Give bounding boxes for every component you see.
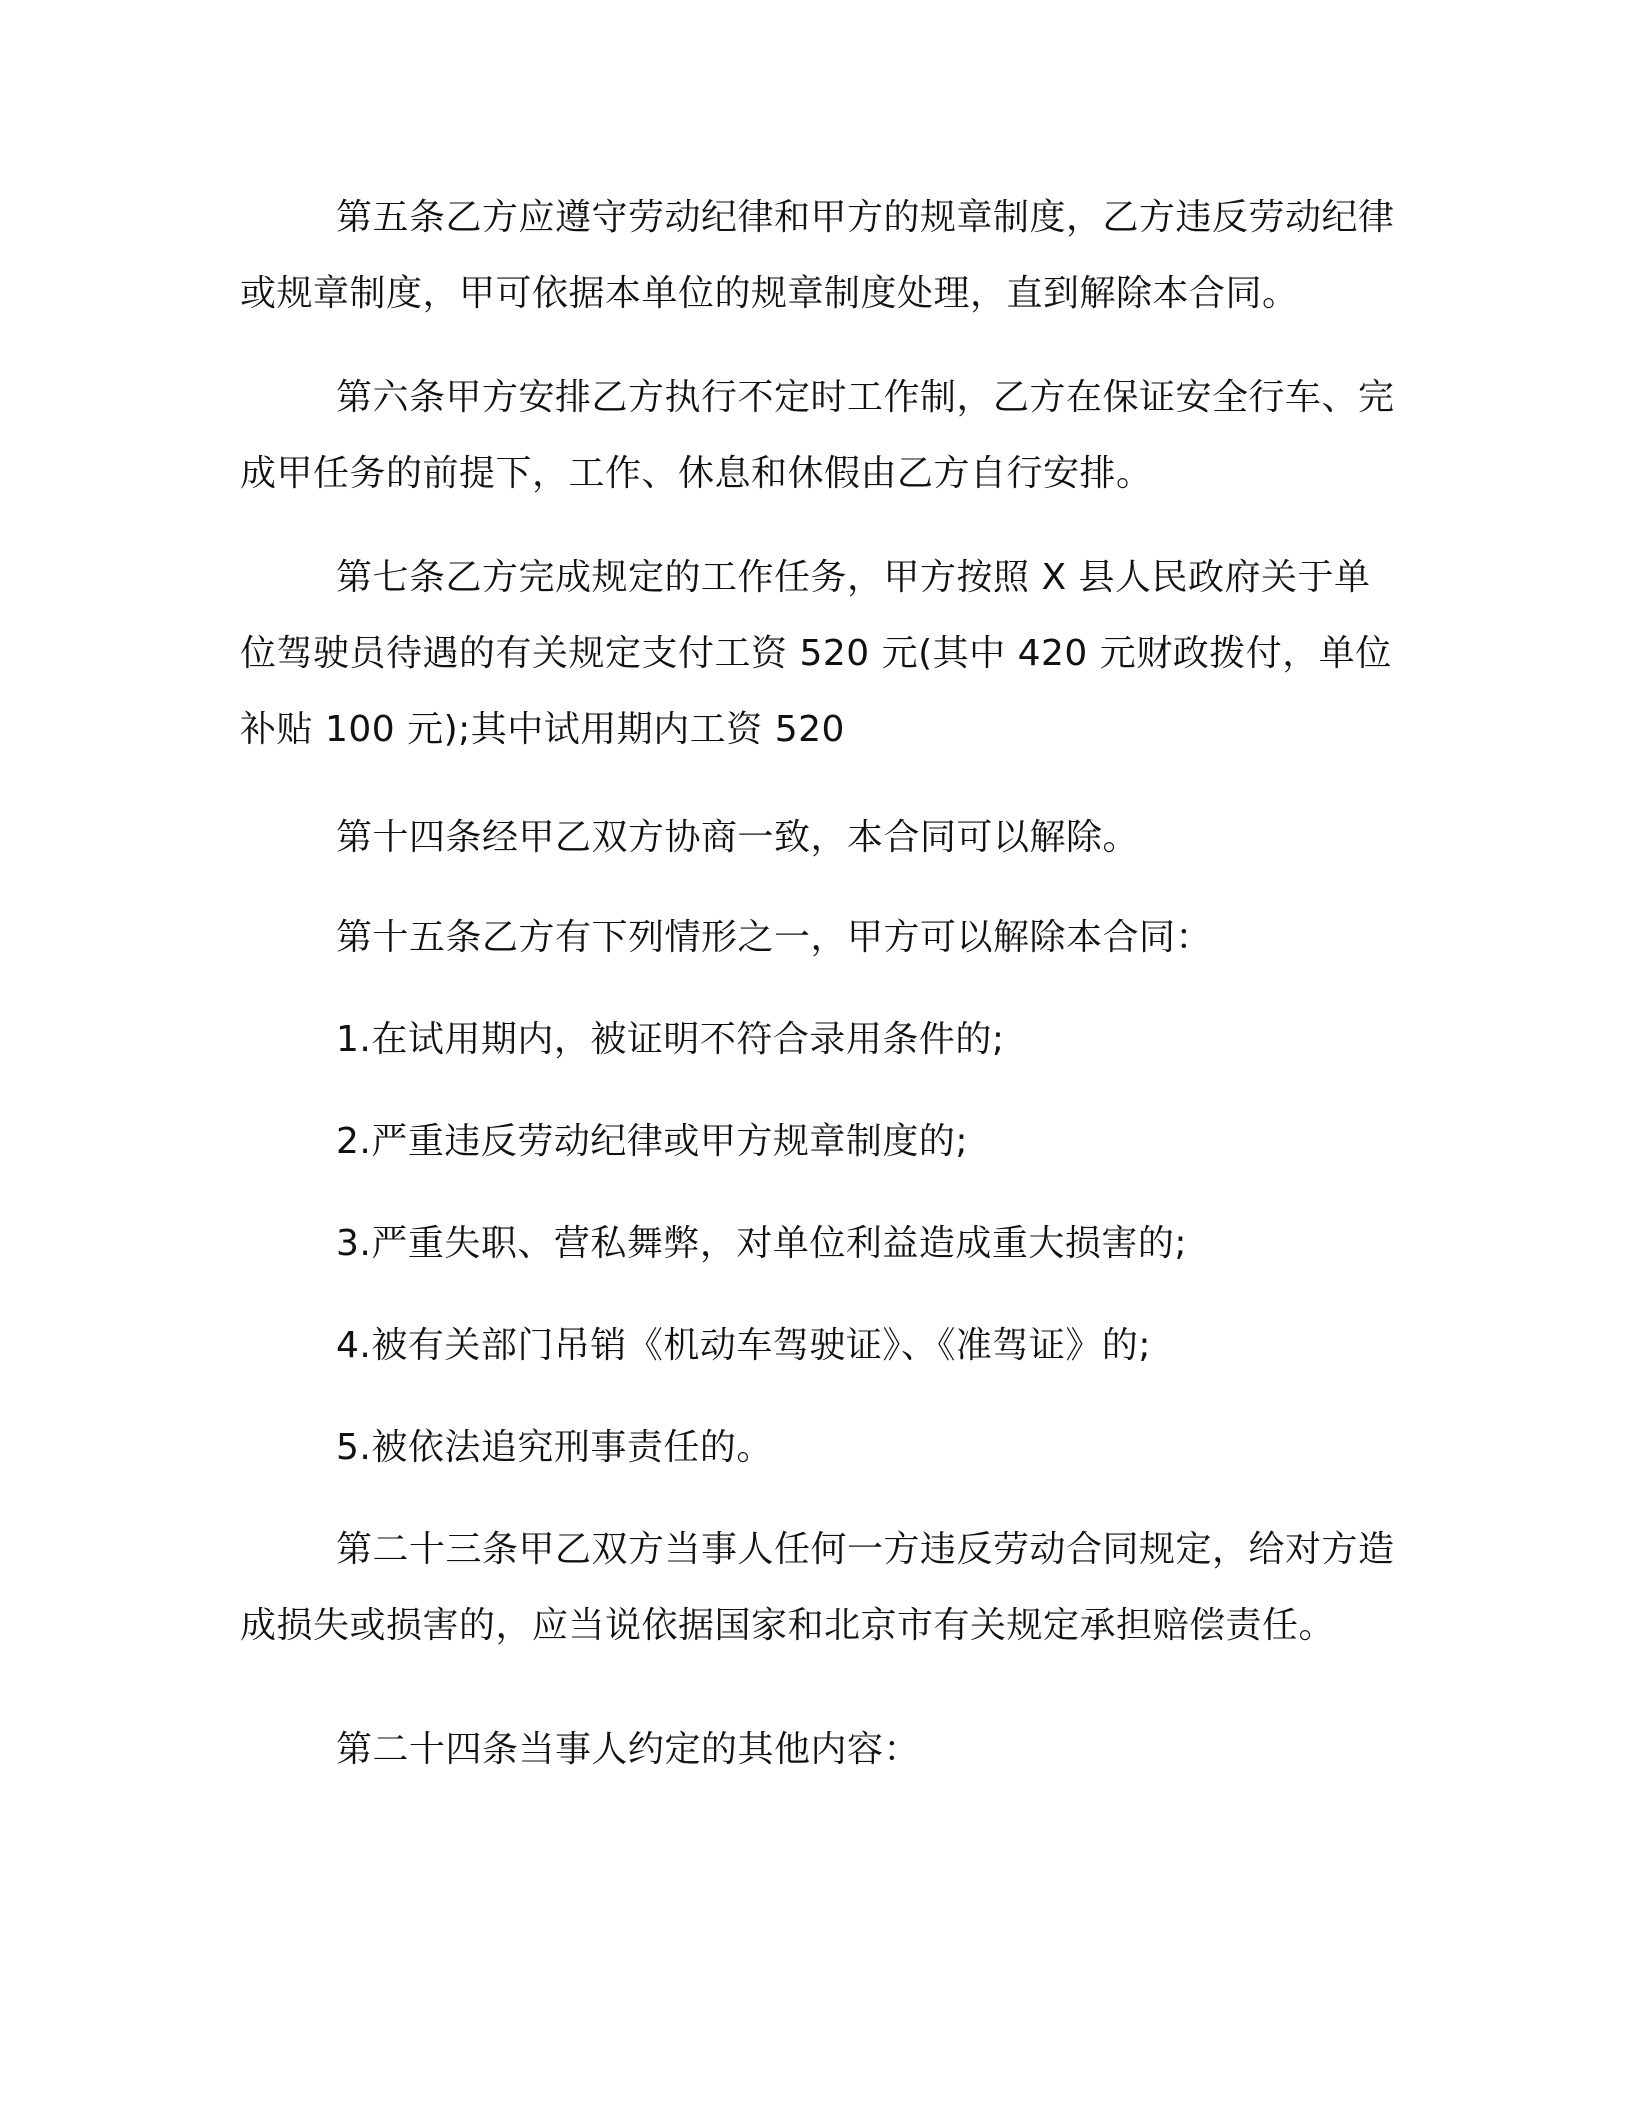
article-15-paragraph: 第十五条乙方有下列情形之一，甲方可以解除本合同： [336, 917, 1213, 958]
article-5-paragraph: 第五条乙方应遵守劳动纪律和甲方的规章制度，乙方违反劳动纪律或规章制度，甲可依据本单位的规章制度处理，直到解除本合同。 [240, 197, 1395, 314]
list-item-3: 3.严重失职、营私舞弊，对单位利益造成重大损害的; [336, 1223, 1187, 1264]
article-24-paragraph: 第二十四条当事人约定的其他内容： [336, 1729, 921, 1770]
list-item-1: 1.在试用期内，被证明不符合录用条件的; [336, 1019, 1005, 1060]
list-item-5: 5.被依法追究刑事责任的。 [336, 1427, 773, 1468]
article-14-paragraph: 第十四条经甲乙双方协商一致，本合同可以解除。 [336, 817, 1140, 858]
article-23-paragraph: 第二十三条甲乙双方当事人任何一方违反劳动合同规定，给对方造成损失或损害的，应当说依据国家和北京市有关规定承担赔偿责任。 [240, 1529, 1395, 1646]
article-6-paragraph: 第六条甲方安排乙方执行不定时工作制，乙方在保证安全行车、完成甲任务的前提下，工作、休息和休假由乙方自行安排。 [240, 377, 1395, 494]
list-item-2: 2.严重违反劳动纪律或甲方规章制度的; [336, 1121, 968, 1162]
article-7-paragraph: 第七条乙方完成规定的工作任务，甲方按照 X 县人民政府关于单位驾驶员待遇的有关规定支付工资 520 元(其中 420 元财政拨付，单位补贴 100 元);其中试用期内工资 520 [240, 557, 1392, 750]
list-item-4: 4.被有关部门吊销《机动车驾驶证》、《准驾证》的; [336, 1325, 1151, 1366]
